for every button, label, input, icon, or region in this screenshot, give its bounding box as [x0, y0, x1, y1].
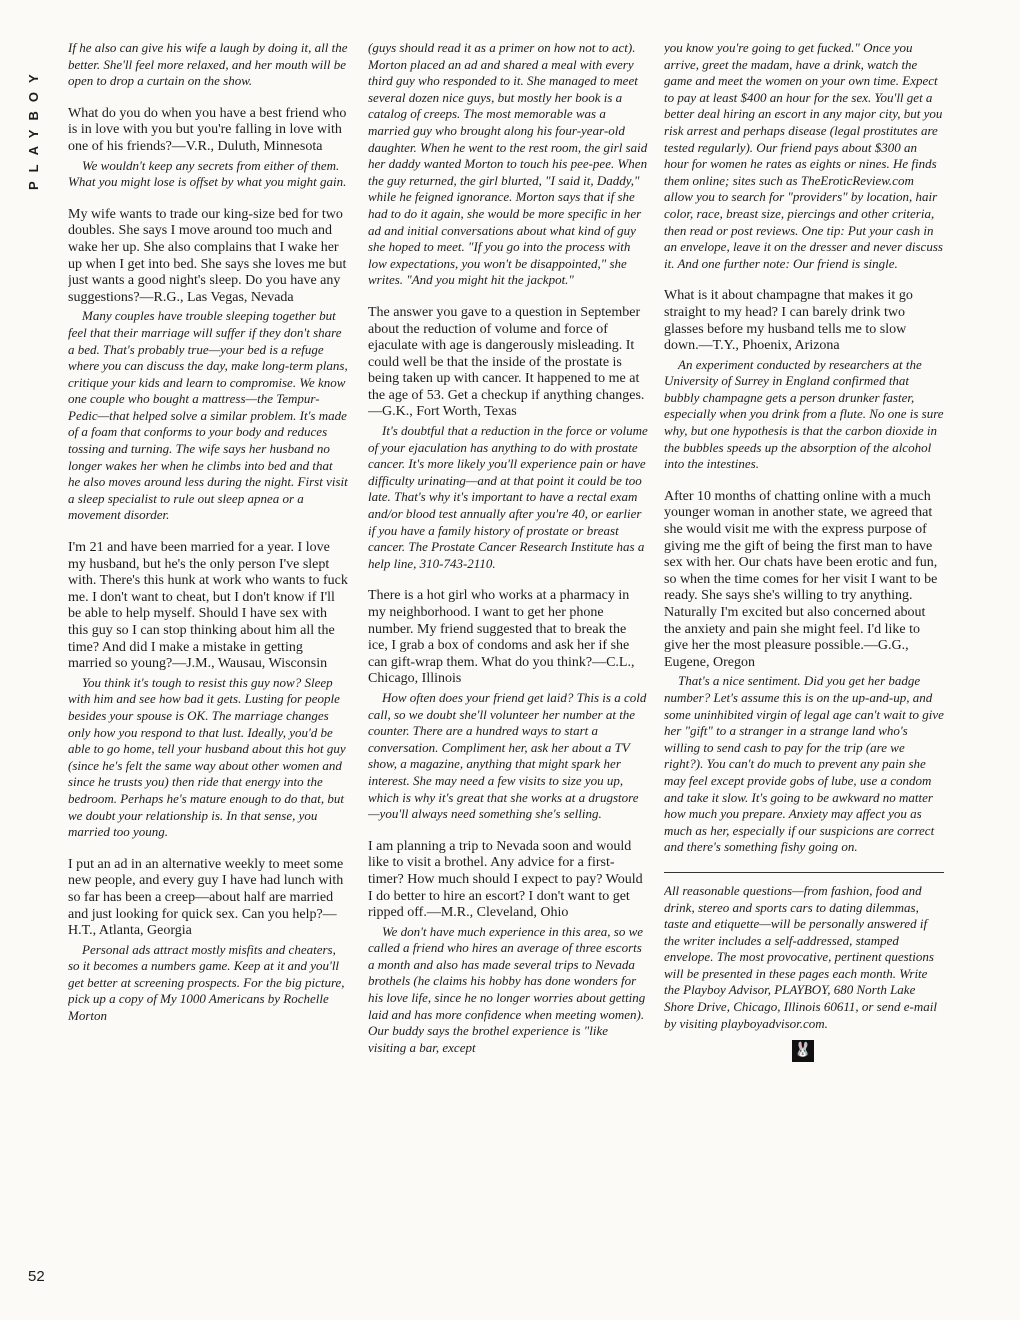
answer-continued: (guys should read it as a primer on how not to act). Morton placed an ad and shared a meal with every third guy who responded to it. She managed to meet several dozen nice guys, but mostly her book is a catalog of creeps. The most memorable was a married guy who brought along his four-year-old daughter. When he went to the rest room, the girl said her daddy wanted Morton to touch his pee-pee. When the guy returned, the girl blurted, "I said it, Daddy," while he feigned ignorance. Morton says that if she had to do it again, she would be more specific in her ad and initial conversations about what kind of guy she hoped to meet. "If you go into the process with low expectations, you won't be disappointed," she writes. "And you might hit the jackpot.": [368, 40, 648, 288]
answer: That's a nice sentiment. Did you get her badge number? Let's assume this is on the up-and-up, and some uninhibited virgin of legal age can't wait to give her "gift" to a stranger in a strange land who's willing to send cash to pay for the trip (are we right?). You can't do much to prevent any pain she may feel except provide gobs of lube, use a condom and take it slow. It's going to be awkward no matter how much you prepare. Anxiety may affect you as much as her, especially if our suspicions are correct and there's something fishy going on.: [664, 673, 944, 855]
question: I am planning a trip to Nevada soon and would like to visit a brothel. Any advice for a first-timer? How much should I expect to pay? Would I do better to hire an escort? I don't want to get ripped off.—M.R., Cleveland, Ohio: [368, 838, 643, 921]
question: What is it about champagne that makes it go straight to my head? I can barely drink two glasses before my husband tells me to slow down.—T.Y., Phoenix, Arizona: [664, 288, 913, 354]
answer-continued: If he also can give his wife a laugh by doing it, all the better. She'll feel more relaxed, and her mouth will be open to drop a curtain on the show.: [68, 40, 348, 89]
page-number: 52: [28, 1268, 45, 1285]
column-3: [664, 40, 944, 1290]
answer: An experiment conducted by researchers at the University of Surrey in England confirmed that bubbly champagne gets a person drunker faster, especially when you drink from a flute. No one is sure why, but one hypothesis is that the carbon dioxide in the bubbles speeds up the absorption of the alcohol into the intestines.: [664, 356, 944, 472]
question: After 10 months of chatting online with a much younger woman in another state, we agreed that she would visit me with the express purpose of giving me the gift of being the first man to have sex with her. Our chats have been erotic and fun, so when the time comes for her visit I want to be ready. She says she's willing to try anything. Naturally I'm excited but also concerned about the anxiety and pain she might feel. I'd like to give her the most pleasure possible.—G.G., Eugene, Oregon: [664, 488, 938, 670]
rabbit-logo-icon: 🐰: [792, 1040, 814, 1062]
question: There is a hot girl who works at a pharmacy in my neighborhood. I want to get her phone number. My friend suggested that to break the ice, I grab a box of condoms and ask her if she can gift-wrap them. What do you think?—C.L., Chicago, Illinois: [368, 588, 635, 687]
divider: [664, 872, 944, 873]
answer: You think it's tough to resist this guy now? Sleep with him and see how bad it gets. Lusting for people besides your spouse is OK. The marriage changes only how you respond to that lust. Ideally, you'd be able to go home, tell your husband about this hot guy (since he's felt the same way about other women and since he trusts you) then ride that energy into the bedroom. Perhaps he's mature enough to do that, but we doubt your relationship is. In that sense, you married too young.: [68, 674, 346, 840]
answer-continued: you know you're going to get fucked." Once you arrive, greet the madam, have a drink, watch the game and meet the women on your own time. Expect to pay at least $400 an hour for the sex. You'll get a better deal hiring an escort in any major city, but you risk arrest and perhaps disease (legal prostitutes are tested regularly). Our friend pays about $300 an hour for women he rates as eights or nines. He finds them online; sites such as TheEroticReview.com allow you to search for "providers" by location, hair color, race, breast size, piercings and other criteria, then read or post reviews. One tip: Put your cash in an envelope, leave it on the dresser and never discuss it. And one further note: Our friend is single.: [664, 40, 943, 271]
answer: Personal ads attract mostly misfits and cheaters, so it becomes a numbers game. Keep at it and you'll get better at screening prospects. For the big picture, pick up a copy of My 1000 Americans by Rochelle Morton: [68, 941, 345, 1024]
answer: We wouldn't keep any secrets from either of them. What you might lose is offset by what you might gain.: [68, 157, 347, 190]
answer: How often does your friend get laid? This is a cold call, so we doubt she'll volunteer her number at the counter. There are a hundred ways to start a conversation. Compliment her, ask her about a TV show, a magazine, anything that might spark her interest. She may need a few visits to size you up, which is why it's great that she works at a drugstore—you'll always need something she's selling.: [368, 689, 647, 822]
advisor-footer: All reasonable questions—from fashion, food and drink, stereo and sports cars to dating dilemmas, taste and etiquette—will be personally answered if the writer includes a self-addressed, stamped envelope. The most provocative, pertinent questions will be presented in these pages each month. Write the Playboy Advisor, PLAYBOY, 680 North Lake Shore Drive, Chicago, Illinois 60611, or send e-mail by visiting playboyadvisor.com.: [664, 882, 937, 1031]
answer: It's doubtful that a reduction in the force or volume of your ejaculation has anything to do with prostate cancer. It's more likely you'll experience pain or have difficulty urinating—and at that point it could be too late. That's why it's important to have a rectal exam and/or blood test annually after you're 40, or earlier if you have a family history of prostate or breast cancer. The Prostate Cancer Research Institute has a help line, 310-743-2110.: [368, 423, 648, 571]
question: I'm 21 and have been married for a year. I love my husband, but he's the only person I've slept with. There's this hunk at work who wants to fuck me. I don't want to cheat, but I don't know if I'll be able to help myself. Should I have sex with this guy so I can stop thinking about him all the time? And did I make a mistake in getting married so young?—J.M., Wausau, Wisconsin: [68, 540, 348, 672]
answer: Many couples have trouble sleeping together but feel that their marriage will suffer if they don't share a bed. That's probably true—your bed is a refuge where you can discuss the day, make long-term plans, critique your kids and learn to compromise. We know one couple who bought a mattress—the Tempur-Pedic—that helped solve a similar problem. It's made of a foam that conforms to your body and reduces tossing and turning. The wife says her husband no longer wakes her when he climbs into bed and that he also moves around less during the night. First visit a sleep specialist to rule out sleep apnea or a movement disorder.: [68, 308, 348, 523]
question: I put an ad in an alternative weekly to meet some new people, and every guy I have had lunch with so far has been a creep—about half are married and just looking for quick sex. Can you help?—H.T., Atlanta, Georgia: [68, 856, 344, 939]
question: What do you do when you have a best friend who is in love with you but you're falling in love with one of his friends?—V.R., Duluth, Minnesota: [68, 105, 347, 154]
answer: We don't have much experience in this area, so we called a friend who hires an average of three escorts a month and also has made several trips to Nevada brothels (he claims his hobby has done wonders for his love life, since he no longer worries about getting laid and has more confidence when meeting women). Our buddy says the brothel experience is "like visiting a bar, except: [368, 923, 646, 1055]
magazine-title: PLAYBOY: [26, 65, 41, 190]
question: My wife wants to trade our king-size bed for two doubles. She says I move around too much and wake her up. She also complains that I wake her up when I get into bed. She says she loves me but just wants a good night's sleep. Do you have any suggestions?—R.G., Las Vegas, Nevada: [68, 206, 347, 305]
column-2: [368, 40, 648, 1290]
column-1: [68, 40, 348, 1290]
question: The answer you gave to a question in September about the reduction of volume and force of ejaculate with age is dangerously misleading. It could well be that the inside of the prostate is being taken up with cancer. It happened to me at the age of 53. Get a checkup if anything changes.—G.K., Fort Worth, Texas: [368, 304, 645, 420]
